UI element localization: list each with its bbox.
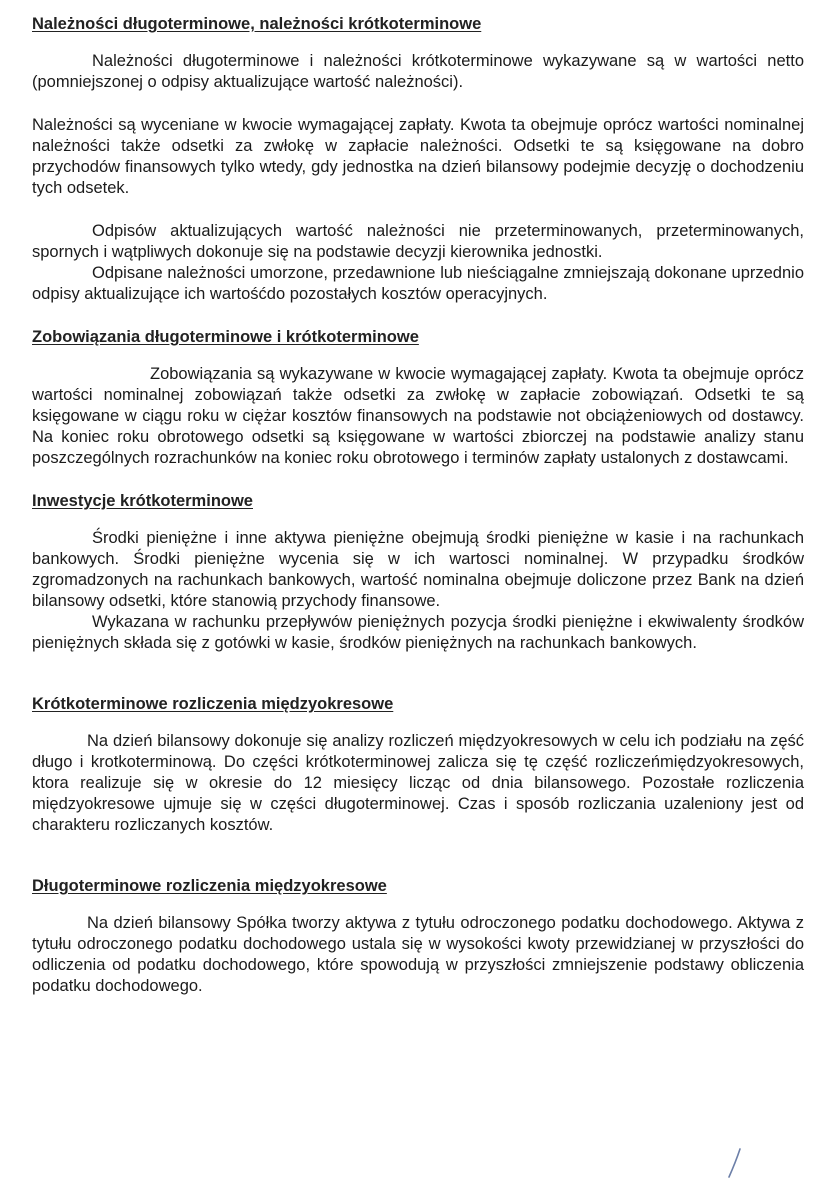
paragraph: Zobowiązania są wykazywane w kwocie wymagającej zapłaty. Kwota ta obejmuje oprócz wartości nominalnej zobowiązań także odsetki za zwłokę w zapłacie zobowiązań. Odsetki te są księgowane w ciągu roku w ciężar kosztów finansowych na podstawie not obciążeniowych od dostawcy. Na koniec roku obrotowego odsetki są księgowane w wartości zbiorczej na podstawie analizy stanu poszczególnych rozrachunków na koniec roku obrotowego i terminów zapłaty ustalonych z dostawcami. bbox=[32, 365, 804, 467]
section-heading-short-term-investments: Inwestycje krótkoterminowe bbox=[32, 492, 253, 510]
section-heading-long-term-accruals: Długoterminowe rozliczenia międzyokresowe bbox=[32, 877, 387, 895]
pen-stroke-mark bbox=[722, 1148, 750, 1178]
section-heading-receivables: Należności długoterminowe, należności krótkoterminowe bbox=[32, 15, 482, 33]
paragraph: Na dzień bilansowy Spółka tworzy aktywa z tytułu odroczonego podatku dochodowego. Aktywa z tytułu odroczonego podatku dochodowego ustala się w wysokości kwoty przewidzianej w przyszłości do odliczenia od podatku dochodowego, które spowodują w przyszłości zmniejszenie podstawy obliczenia podatku dochodowego. bbox=[32, 914, 804, 995]
paragraph: Odpisane należności umorzone, przedawnione lub nieściągalne zmniejszają dokonane uprzednio odpisy aktualizujące ich wartośćdo pozostałych kosztów operacyjnych. bbox=[32, 264, 804, 303]
section-heading-short-term-accruals: Krótkoterminowe rozliczenia międzyokresowe bbox=[32, 695, 394, 713]
paragraph: Odpisów aktualizujących wartość należności nie przeterminowanych, przeterminowanych, spornych i wątpliwych dokonuje się na podstawie decyzji kierownika jednostki. bbox=[32, 222, 804, 261]
paragraph: Na dzień bilansowy dokonuje się analizy rozliczeń międzyokresowych w celu ich podziału na zęść długo i krotkoterminową. Do części krótkoterminowej zalicza się tę część rozliczeńmiędzyokresowych, ktora realizuje się w okresie do 12 miesięcy licząc od dnia bilansowego. Pozostałe rozliczenia międzyokresowe ujmuje się w części długoterminowej. Czas i sposób rozliczania uzaleniony jest od charakteru rozliczanych kosztów. bbox=[32, 732, 804, 834]
paragraph: Wykazana w rachunku przepływów pieniężnych pozycja środki pieniężne i ekwiwalenty środków pieniężnych składa się z gotówki w kasie, środków pieniężnych na rachunkach bankowych. bbox=[32, 613, 804, 652]
section-heading-liabilities: Zobowiązania długoterminowe i krótkoterminowe bbox=[32, 328, 419, 346]
paragraph: Należności długoterminowe i należności krótkoterminowe wykazywane są w wartości netto (pomniejszonej o odpisy aktualizujące wartość należności). bbox=[32, 52, 804, 91]
document-page bbox=[32, 14, 804, 997]
paragraph: Należności są wyceniane w kwocie wymagającej zapłaty. Kwota ta obejmuje oprócz wartości nominalnej należności także odsetki za zwłokę w zapłacie należności. Odsetki te są księgowane na dobro przychodów finansowych tylko wtedy, gdy jednostka na dzień bilansowy podejmie decyzję o dochodzeniu tych odsetek. bbox=[32, 116, 804, 197]
paragraph: Środki pieniężne i inne aktywa pieniężne obejmują środki pieniężne w kasie i na rachunkach bankowych. Środki pieniężne wycenia się w ich wartosci nominalnej. W przypadku środków zgromadzonych na rachunkach bankowych, wartość nominalna obejmuje doliczone przez Bank na dzień bilansowy odsetki, które stanowią przychody finansowe. bbox=[32, 529, 804, 610]
